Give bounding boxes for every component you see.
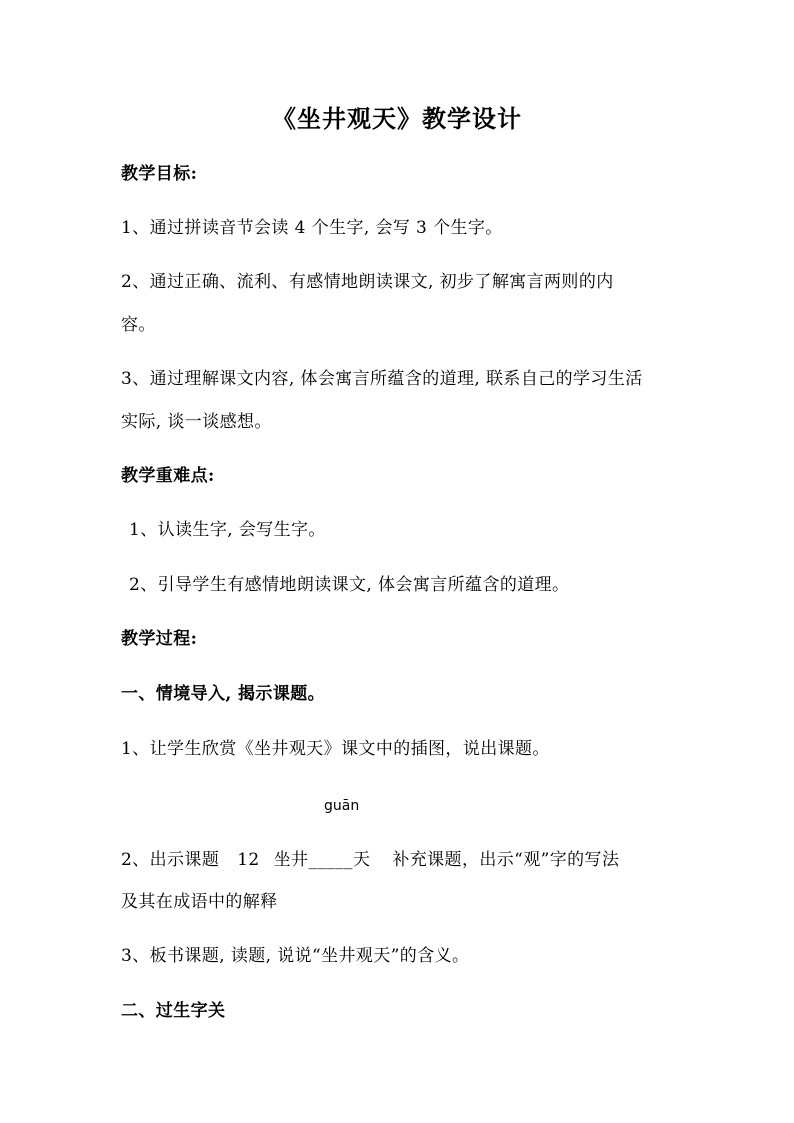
- step-3: 3、板书课题, 读题, 说说“坐井观天”的含义。: [121, 946, 470, 966]
- key-point-2: 2、引导学生有感情地朗读课文, 体会寓言所蕴含的道理。: [129, 575, 570, 595]
- step-2-label: 2、出示课题: [121, 850, 220, 870]
- step-2-supplement: 补充课题，出示“观”字的写法: [392, 850, 620, 870]
- objective-3-line-2: 实际, 谈一谈感想。: [121, 412, 272, 432]
- document-title: 《坐井观天》教学设计: [272, 104, 522, 133]
- part-2-heading: 二、过生字关: [121, 1001, 226, 1021]
- pinyin-annotation: guān: [324, 798, 360, 814]
- step-2-line-1: [121, 848, 619, 872]
- objective-2-line-2: 容。: [121, 315, 156, 335]
- objectives-heading: 教学目标:: [121, 164, 198, 184]
- objective-3-line-1: 3、通过理解课文内容, 体会寓言所蕴含的道理, 联系自己的学习生活: [121, 369, 643, 389]
- key-points-heading: 教学重难点:: [121, 466, 215, 486]
- step-1: 1、让学生欣赏《坐井观天》课文中的插图，说出课题。: [121, 739, 550, 759]
- objective-2-line-1: 2、通过正确、流利、有感情地朗读课文, 初步了解寓言两则的内: [121, 272, 614, 292]
- process-heading: 教学过程:: [121, 629, 198, 649]
- step-2-line-2: 及其在成语中的解释: [121, 892, 278, 912]
- step-2-blank-title: 坐井_____天: [273, 850, 371, 870]
- objective-1: 1、通过拼读音节会读 4 个生字, 会写 3 个生字。: [121, 218, 503, 238]
- part-1-heading: 一、情境导入, 揭示课题。: [121, 684, 326, 704]
- step-2-lesson-number: 12: [237, 850, 260, 870]
- key-point-1: 1、认读生字, 会写生字。: [129, 520, 326, 540]
